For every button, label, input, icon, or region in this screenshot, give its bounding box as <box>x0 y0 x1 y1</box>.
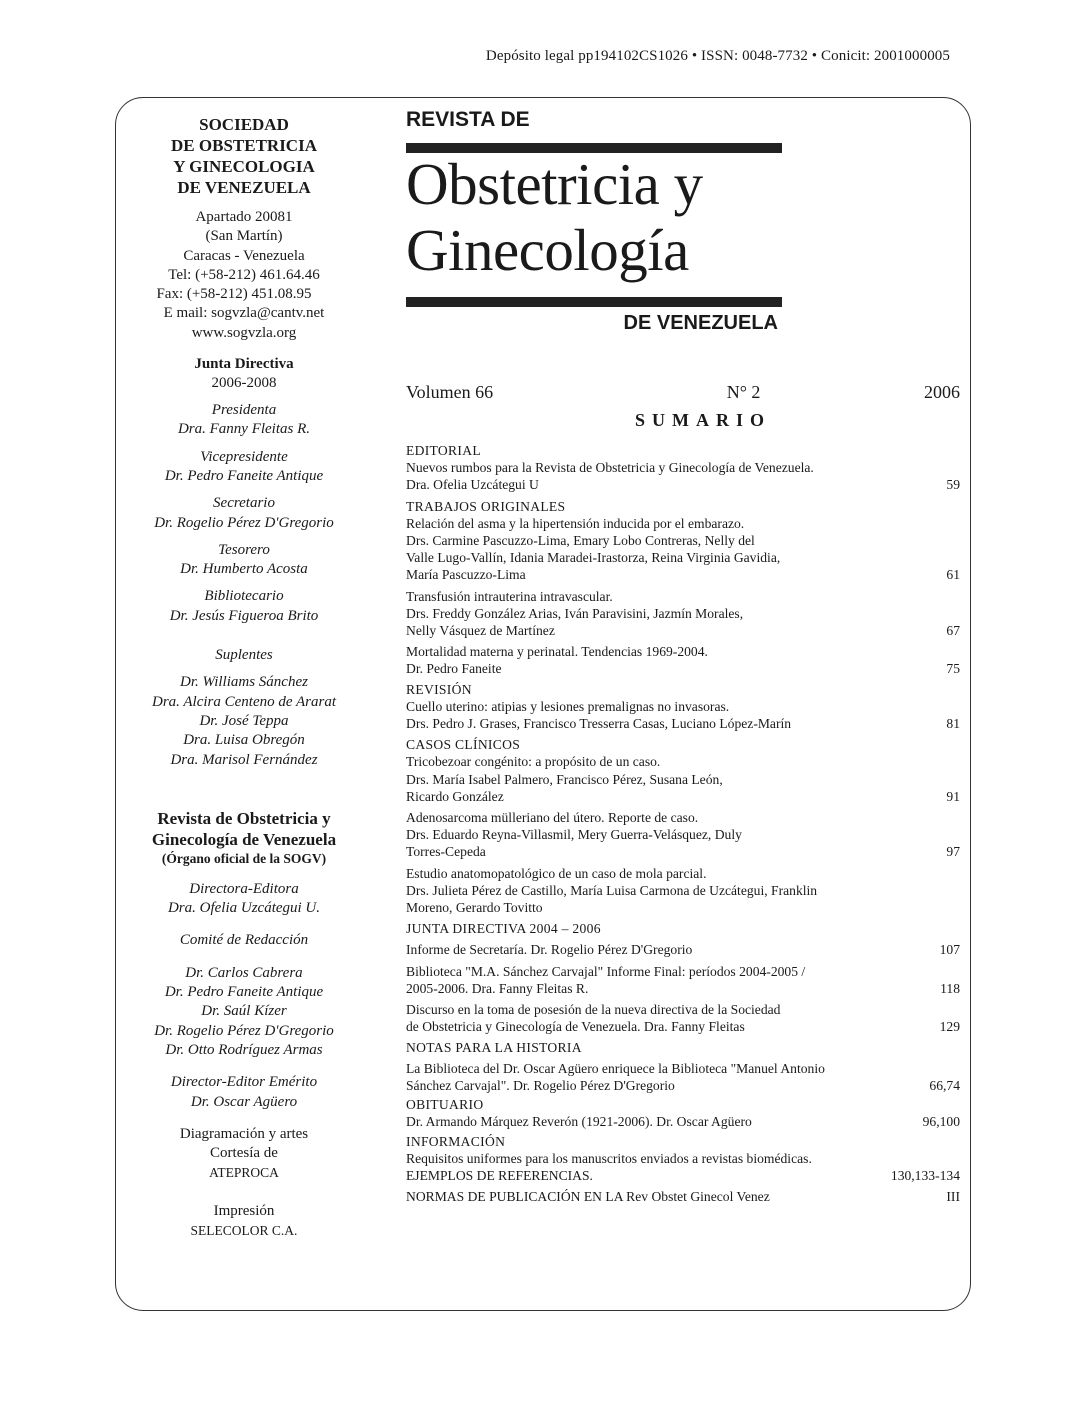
toc-entry: Biblioteca "M.A. Sánchez Carvajal" Informe Final: períodos 2004-2005 / 2005-2006. Dra. Fanny Fleitas R. 118 <box>406 963 960 996</box>
page-number: 91 <box>946 788 960 804</box>
page-number: 67 <box>946 623 960 639</box>
masthead-bottom: DE VENEZUELA <box>623 312 778 334</box>
issue-year: 2006 <box>924 382 960 402</box>
page-number: 61 <box>946 567 960 583</box>
toc-entry: Adenosarcoma mülleriano del útero. Reporte de caso. Drs. Eduardo Reyna-Villasmil, Mery Guerra-Velásquez, Duly Torres-Cepeda 97 <box>406 810 960 860</box>
revista-title: Revista de Obstetricia y Ginecología de Venezuela (Órgano oficial de la SOGV) <box>124 808 364 867</box>
section-header: TRABAJOS ORIGINALES <box>406 498 566 514</box>
toc-entry: Nuevos rumbos para la Revista de Obstetricia y Ginecología de Venezuela. Dra. Ofelia Uzcátegui U 59 <box>406 460 960 493</box>
page-number: 59 <box>946 477 960 493</box>
section-header: JUNTA DIRECTIVA 2004 – 2006 <box>406 921 601 937</box>
role-bibliotecario: Bibliotecario Dr. Jesús Figueroa Brito <box>169 588 319 624</box>
toc-entry: NORMAS DE PUBLICACIÓN EN LA Rev Obstet Ginecol Venez III <box>406 1189 960 1205</box>
directora-editora: Directora-Editora Dra. Ofelia Uzcátegui U. <box>167 880 321 917</box>
page-number: 97 <box>946 844 960 860</box>
role-presidenta: Presidenta Dra. Fanny Fleitas R. <box>177 402 311 438</box>
masthead <box>406 108 786 335</box>
masthead-title-line2: Ginecología <box>406 217 689 283</box>
role-vicepresidente: Vicepresidente Dr. Pedro Faneite Antique <box>164 448 324 484</box>
comite-list: Dr. Carlos Cabrera Dr. Pedro Faneite Antique Dr. Saúl Kízer Dr. Rogelio Pérez D'Gregorio Dr. Otto Rodríguez Armas <box>154 964 334 1058</box>
section-header: CASOS CLÍNICOS <box>406 737 521 753</box>
page-number: 107 <box>939 942 960 958</box>
issue-number: N° 2 <box>726 382 761 402</box>
legal-line: Depósito legal pp194102CS1026 • ISSN: 0048-7732 • Conicit: 2001000005 <box>485 48 950 64</box>
page-number: 130,133-134 <box>890 1167 960 1183</box>
role-tesorero: Tesorero Dr. Humberto Acosta <box>180 541 308 578</box>
section-header: OBITUARIO <box>406 1097 484 1113</box>
section-header: NOTAS PARA LA HISTORIA <box>406 1039 582 1055</box>
page-number: 96,100 <box>922 1114 960 1130</box>
role-secretario: Secretario Dr. Rogelio Pérez D'Gregorio <box>154 495 334 531</box>
organo-oficial: (Órgano oficial de la SOGV) <box>161 850 327 866</box>
toc-entry: Cuello uterino: atipias y lesiones premalignas no invasoras. Drs. Pedro J. Grases, Francisco Tresserra Casas, Luciano López-Marín 81 <box>406 698 960 732</box>
page-number: 129 <box>939 1019 960 1035</box>
junta-title: Junta Directiva <box>194 356 294 373</box>
society-address: Apartado 20081 (San Martín) Caracas - Venezuela Tel: (+58-212) 461.64.46 Fax: (+58-212) 451.08.95 E mail: sogvzla@cantv.net www.sogvzla.org <box>156 209 325 341</box>
toc-entry: Requisitos uniformes para los manuscritos enviados a revistas biomédicas. EJEMPLOS DE REFERENCIAS. 130,133-134 <box>406 1150 960 1183</box>
toc-entry: Relación del asma y la hipertensión inducida por el embarazo. Drs. Carmine Pascuzzo-Lima, Emary Lobo Contreras, Nelly del Valle Lugo-Vallín, Idania Maradei-Irastorza, Reina Virginia Gavidia, María Pascuzzo-Lima 61 <box>406 515 960 583</box>
comite-title: Comité de Redacción <box>179 932 309 949</box>
page-number: 118 <box>940 980 960 996</box>
masthead-rule-bottom <box>406 297 782 307</box>
suplentes-title: Suplentes <box>215 647 273 664</box>
page-number: 66,74 <box>929 1077 960 1093</box>
director-emerito: Director-Editor Emérito Dr. Oscar Agüero <box>170 1074 318 1110</box>
page-number: 75 <box>946 661 960 677</box>
volume-label: Volumen 66 <box>406 382 494 402</box>
toc-entry: Tricobezoar congénito: a propósito de un caso. Drs. María Isabel Palmero, Francisco Pérez, Susana León, Ricardo González 91 <box>406 754 960 804</box>
toc-entry: Estudio anatomopatológico de un caso de mola parcial. Drs. Julieta Pérez de Castillo, María Luisa Carmona de Uzcátegui, Franklin Moreno, Gerardo Tovitto <box>406 865 818 916</box>
society-name: SOCIEDAD DE OBSTETRICIA Y GINECOLOGIA DE VENEZUELA <box>171 115 317 197</box>
section-header: REVISIÓN <box>406 681 472 697</box>
toc-entry: Informe de Secretaría. Dr. Rogelio Pérez D'Gregorio 107 <box>406 942 960 958</box>
table-of-contents <box>406 442 960 1205</box>
section-header: EDITORIAL <box>406 443 481 458</box>
toc-entry: Discurso en la toma de posesión de la nueva directiva de la Sociedad de Obstetricia y Ginecología de Venezuela. Dra. Fanny Fleitas 129 <box>406 1002 960 1035</box>
toc-entry: La Biblioteca del Dr. Oscar Agüero enriquece la Biblioteca "Manuel Antonio Sánchez Carvajal". Dr. Rogelio Pérez D'Gregorio 66,74 <box>406 1060 960 1093</box>
masthead-title-line1: Obstetricia y <box>406 151 703 217</box>
suplentes-list: Dr. Williams Sánchez Dra. Alcira Centeno de Ararat Dr. José Teppa Dra. Luisa Obregón Dra. Marisol Fernández <box>151 674 337 768</box>
diagramacion: Diagramación y artes Cortesía de ATEPROCA <box>179 1125 309 1180</box>
masthead-top: REVISTA DE <box>406 108 530 131</box>
section-header: INFORMACIÓN <box>406 1133 506 1149</box>
page-number: III <box>946 1189 960 1205</box>
junta-years: 2006-2008 <box>211 375 277 392</box>
toc-entry: Transfusión intrauterina intravascular. Drs. Freddy González Arias, Iván Paravisini, Jazmín Morales, Nelly Vásquez de Martínez 67 <box>406 588 960 639</box>
toc-entry: Dr. Armando Márquez Reverón (1921-2006). Dr. Oscar Agüero 96,100 <box>406 1114 960 1130</box>
page-number: 81 <box>946 716 960 732</box>
left-column <box>124 114 364 1240</box>
impresion: Impresión SELECOLOR C.A. <box>190 1202 298 1238</box>
volume-row <box>406 382 960 403</box>
toc-entry: Mortalidad materna y perinatal. Tendencias 1969-2004. Dr. Pedro Faneite 75 <box>406 644 960 677</box>
sumario-heading: SUMARIO <box>634 410 771 430</box>
